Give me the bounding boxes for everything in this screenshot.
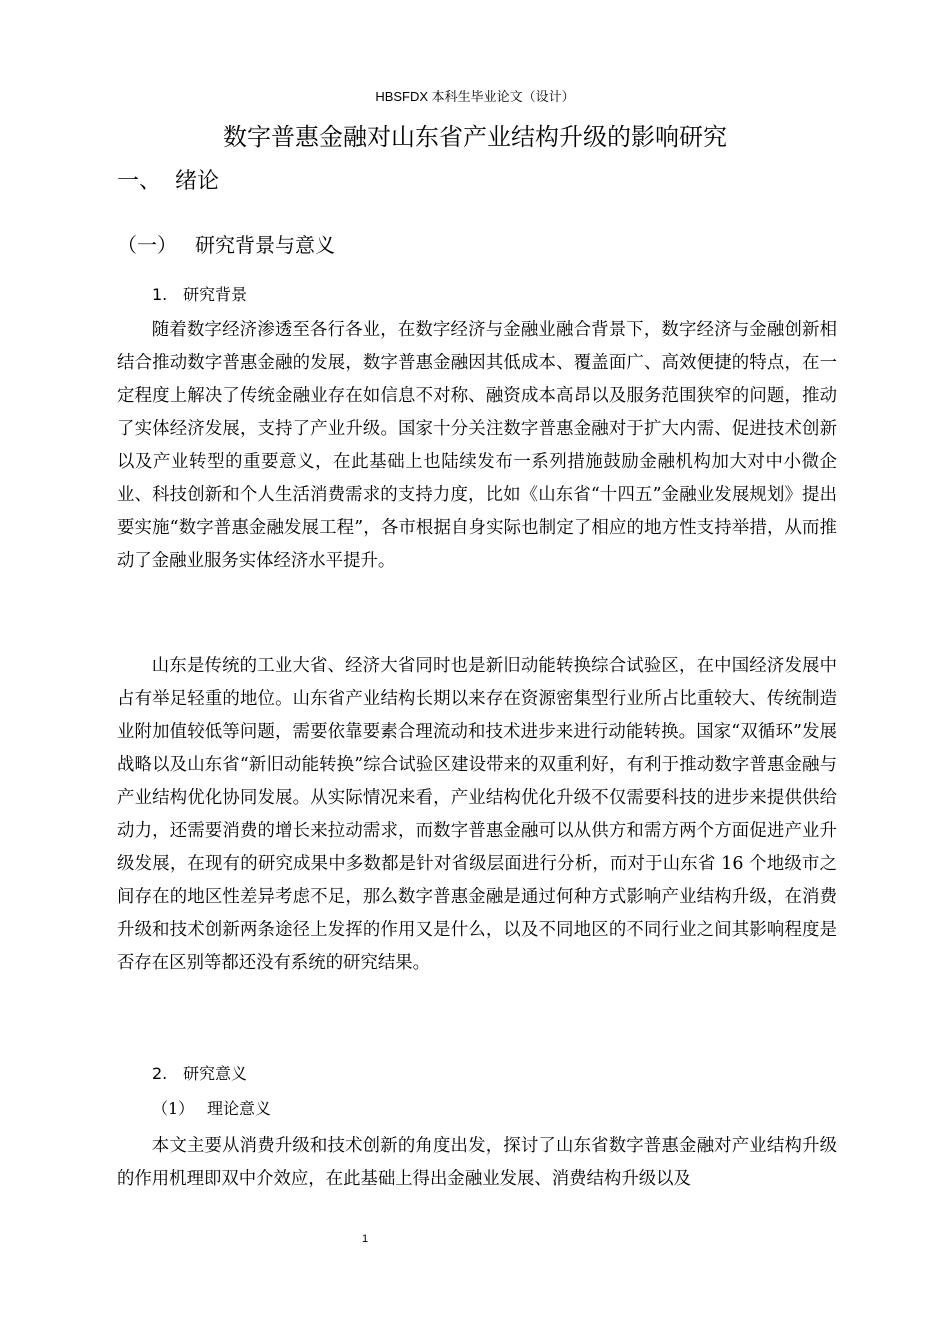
item-heading-background bbox=[152, 283, 247, 307]
subitem-title: 理论意义 bbox=[207, 1099, 272, 1118]
item-number: 1. bbox=[152, 285, 168, 304]
subitem-heading-theory bbox=[152, 1097, 271, 1121]
page-number: 1 bbox=[361, 1233, 369, 1245]
section-title: 绪论 bbox=[175, 169, 220, 194]
section-heading bbox=[117, 167, 219, 197]
subsection-heading bbox=[117, 231, 335, 259]
item-number: 2. bbox=[152, 1064, 168, 1083]
section-number: 一、 bbox=[117, 169, 162, 194]
paragraph-shandong: 山东是传统的工业大省、经济大省同时也是新旧动能转换综合试验区，在中国经济发展中占有举足轻重的地位。山东省产业结构长期以来存在资源密集型行业所占比重较大、传统制造业附加值较低等问题，需要依靠要素合理流动和技术进步来进行动能转换。国家“双循环”发展战略以及山东省“新旧动能转换”综合试验区建设带来的双重利好，有利于推动数字普惠金融与产业结构优化协同发展。从实际情况来看，产业结构优化升级不仅需要科技的进步来提供供给动力，还需要消费的增长来拉动需求，而数字普惠金融可以从供方和需方两个方面促进产业升级发展，在现有的研究成果中多数都是针对省级层面进行分析，而对于山东省 16 个地级市之间存在的地区性差异考虑不足，那么数字普惠金融是通过何种方式影响产业结构升级，在消费升级和技术创新两条途径上发挥的作用又是什么，以及不同地区的不同行业之间其影响程度是否存在区别等都还没有系统的研究结果。 bbox=[117, 656, 837, 973]
item-heading-significance bbox=[152, 1062, 247, 1086]
paragraph-background: 随着数字经济渗透至各行各业，在数字经济与金融业融合背景下，数字经济与金融创新相结合推动数字普惠金融的发展，数字普惠金融因其低成本、覆盖面广、高效便捷的特点，在一定程度上解决了传统金融业存在如信息不对称、融资成本高昂以及服务范围狭窄的问题，推动了实体经济发展，支持了产业升级。国家十分关注数字普惠金融对于扩大内需、促进技术创新以及产业转型的重要意义，在此基础上也陆续发布一系列措施鼓励金融机构加大对中小微企业、科技创新和个人生活消费需求的支持力度，比如《山东省“十四五”金融业发展规划》提出要实施“数字普惠金融发展工程”，各市根据自身实际也制定了相应的地方性支持举措，从而推动了金融业服务实体经济水平提升。 bbox=[117, 320, 837, 571]
running-header: HBSFDX 本科生毕业论文（设计） bbox=[375, 89, 575, 104]
subitem-number: （1） bbox=[152, 1099, 195, 1118]
item-title: 研究背景 bbox=[183, 285, 248, 304]
paragraph-theory: 本文主要从消费升级和技术创新的角度出发，探讨了山东省数字普惠金融对产业结构升级的作用机理即双中介效应，在此基础上得出金融业发展、消费结构升级以及 bbox=[117, 1136, 837, 1189]
document-title: 数字普惠金融对山东省产业结构升级的影响研究 bbox=[223, 123, 727, 151]
subsection-title: 研究背景与意义 bbox=[195, 233, 335, 257]
subsection-number: （一） bbox=[117, 233, 177, 257]
item-title: 研究意义 bbox=[183, 1064, 248, 1083]
